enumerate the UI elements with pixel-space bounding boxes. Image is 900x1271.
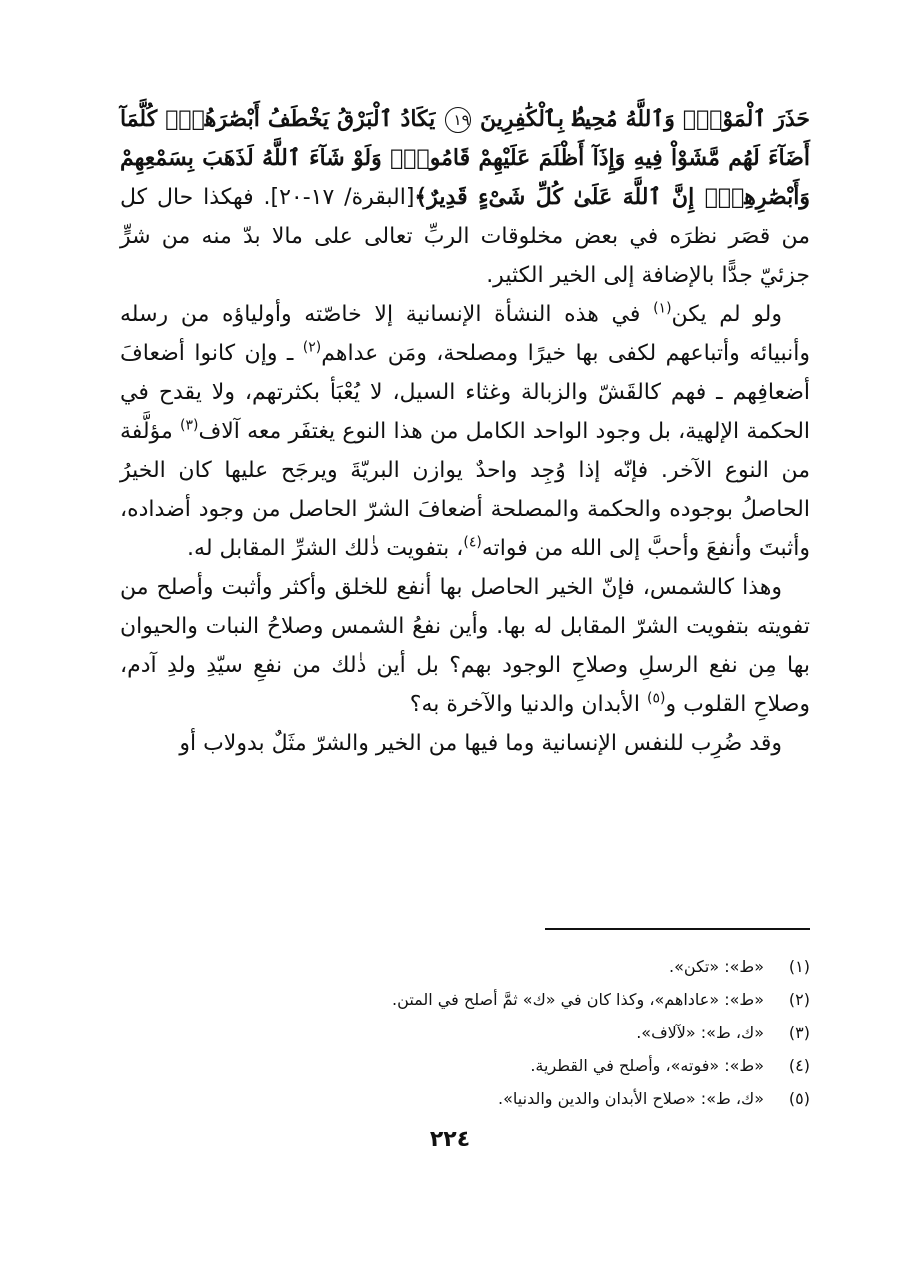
paragraph-3 — [120, 568, 810, 724]
footnote-number: (٥) — [788, 1089, 810, 1108]
paragraph-1 — [120, 100, 810, 295]
quran-verse-part-2: يَكَادُ ٱلْبَرْقُ يَخْطَفُ أَبْصَٰرَهُمْۖ كُلَّمَآ أَضَآءَ لَهُم مَّشَوْاْ فِيهِ وَإِذَآ أَظْلَمَ عَلَيْهِمْ قَامُواْۚ وَلَوْ شَآءَ ٱللَّهُ لَذَهَبَ بِسَمْعِهِمْ وَأَبْصَٰرِهِمْۚ إِنَّ ٱللَّهَ عَلَىٰ كُلِّ شَىْءٍ قَدِيرٌ — [120, 106, 810, 210]
paragraph-2-text-d: مؤلَّفة من النوع الآخر. فإنّه إذا وُجِد واحدٌ يوازن البريّةَ ويرجَح عليها كان الخيرُ الحاصلُ بوجوده والحكمة والمصلحة أضعافَ الشرّ الحاصل من وجود أضداده، وأثبتَ وأنفعَ وأحبَّ إلى الله من فواته — [120, 419, 810, 561]
footnote-item — [120, 1016, 810, 1049]
footnote-number: (١) — [788, 957, 810, 976]
footnote-ref-3[interactable]: (٣) — [179, 417, 199, 434]
page-number: ٢٢٤ — [429, 1127, 471, 1152]
footnote-ref-5[interactable]: (٥) — [646, 690, 666, 707]
paragraph-3-text-b: الأبدان والدنيا والآخرة به؟ — [409, 692, 640, 717]
main-text — [120, 100, 810, 763]
paragraph-3-text-a: وهذا كالشمس، فإنّ الخير الحاصل بها أنفع للخلق وأكثر وأثبت وأصلح من تفويته بتفويت الشرّ المقابل له بها. وأين نفعُ الشمس وصلاحُ النبات والحيوان بها مِن نفع الرسلِ وصلاحِ الوجود بهم؟ بل أين ذٰلك من نفعِ سيّدِ ولدِ آدم، وصلاحِ القلوب و — [120, 575, 810, 717]
paragraph-2-text-e: ، بتفويت ذٰلك الشرِّ المقابل له. — [187, 536, 464, 561]
footnote-item — [120, 950, 810, 983]
footnote-item — [120, 983, 810, 1016]
paragraph-1-text: . فهكذا حال كل من قصَر نظرَه في بعض مخلوقات الربِّ تعالى على مالا بدّ منه من شرٍّ جزئيّ جدًّا بالإضافة إلى الخير الكثير. — [120, 185, 810, 288]
page-body — [120, 100, 810, 763]
footnote-text: «ك، ط»: «صلاح الأبدان والدين والدنيا». — [498, 1089, 764, 1108]
verse-citation: [البقرة/ ١٧-٢٠] — [270, 185, 415, 210]
paragraph-2-text-a: ولو لم يكن — [671, 302, 782, 327]
footnote-item — [120, 1049, 810, 1082]
footnote-ref-2[interactable]: (٢) — [302, 339, 322, 356]
footnote-number: (٢) — [788, 990, 810, 1009]
quran-verse-part-1: حَذَرَ ٱلْمَوْتِۚ وَٱللَّهُ مُحِيطُۢ بِٱلْكَٰفِرِينَ — [480, 106, 810, 132]
paragraph-4 — [120, 724, 810, 763]
footnotes-section — [120, 950, 810, 1115]
footnote-ref-1[interactable]: (١) — [653, 300, 672, 317]
footnote-number: (٣) — [788, 1023, 810, 1042]
footnote-ref-4[interactable]: (٤) — [463, 534, 482, 551]
paragraph-2-text-b: في هذه النشأة الإنسانية إلا خاصّته وأولياؤه من رسله وأنبيائه وأتباعهم لكفى بها خيرًا ومصلحة، ومَن عداهم — [120, 302, 810, 366]
footnote-text: «ط»: «عاداهم»، وكذا كان في «ك» ثمَّ أصلح في المتن. — [392, 990, 764, 1009]
footnote-text: «ط»: «تكن». — [669, 957, 764, 976]
footnote-item — [120, 1082, 810, 1115]
footnote-text: «ك، ط»: «لآلاف». — [636, 1023, 764, 1042]
quran-closing-bracket: ﴾ — [414, 184, 428, 210]
paragraph-2 — [120, 295, 810, 568]
paragraph-2-text-c: ـ وإن كانوا أضعافَ أضعافِهم ـ فهم كالقَشّ والزبالة وغثاء السيل، لا يُعْبَأ بكثرتهم، ولا يقدح في الحكمة الإلهية، بل وجود الواحد الكامل من هذا النوع يغتفَر معه آلاف — [120, 341, 811, 444]
footnote-divider — [545, 928, 810, 930]
footnote-number: (٤) — [788, 1056, 810, 1075]
ayah-number-marker: ١٩ — [445, 107, 471, 133]
footnote-text: «ط»: «فوته»، وأصلح في القطرية. — [530, 1056, 764, 1075]
paragraph-4-text: وقد ضُرِب للنفس الإنسانية وما فيها من الخير والشرّ مثَلٌ بدولاب أو — [179, 731, 782, 756]
